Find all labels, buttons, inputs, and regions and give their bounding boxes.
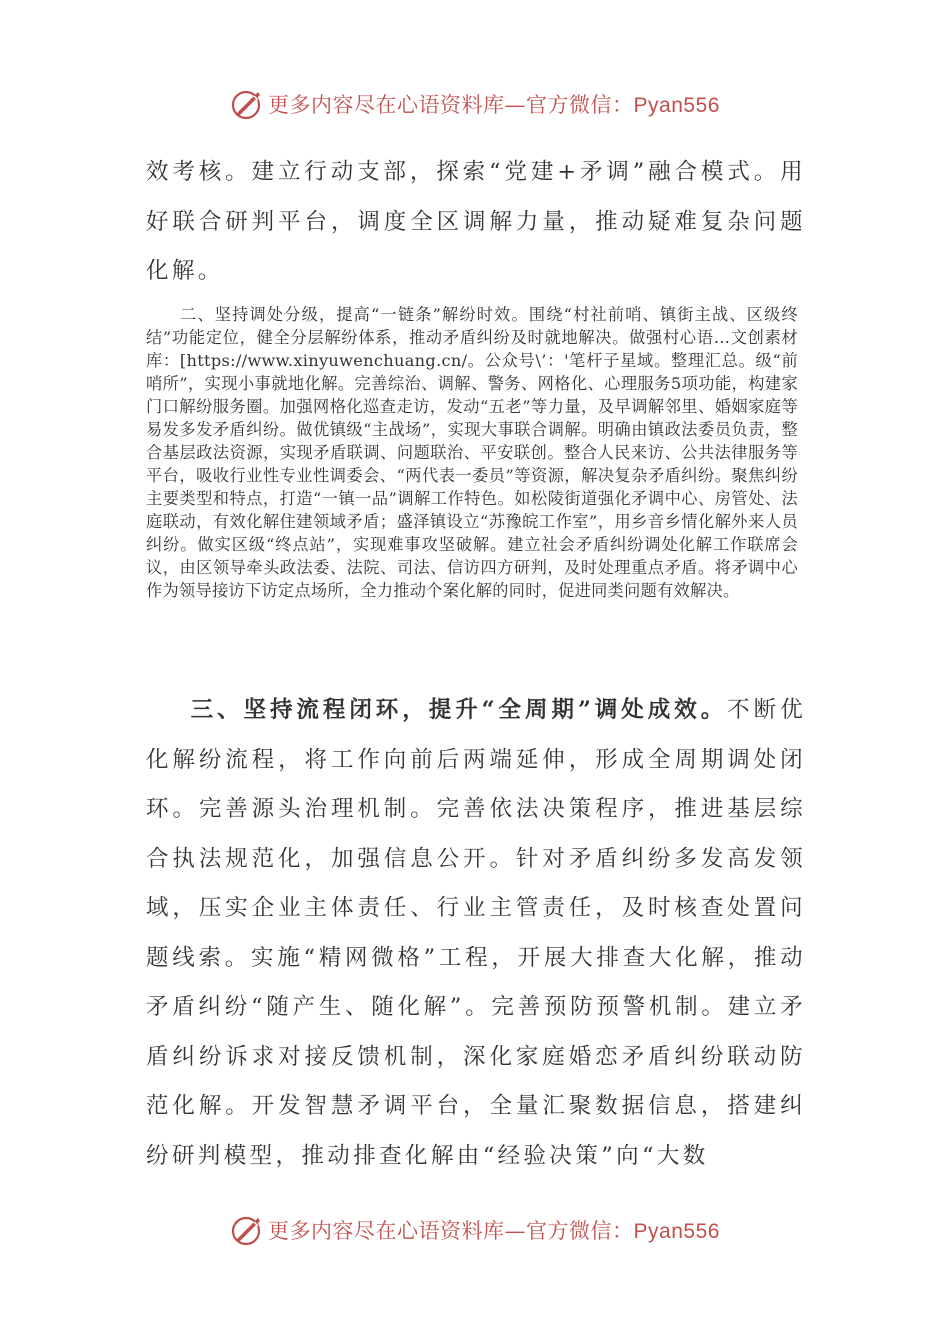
watermark-banner-top [0, 84, 950, 124]
paragraph-section-two: 二、坚持调处分级，提高“一链条”解纷时效。围绕“村社前哨、镇街主战、区级终结”功能定位，健全分层解纷体系，推动矛盾纠纷及时就地解决。做强村心语…文创素材库：[https://www.xinyuwenchuang.cn/。公众号\’：'笔杆子星域。整理汇总。级“前哨所”，实现小事就地化解。完善综治、调解、警务、网格化、心理服务5项功能，构建家门口解纷服务圈。加强网格化巡查走访，发动“五老”等力量，及早调解邻里、婚姻家庭等易发多发矛盾纠纷。做优镇级“主战场”，实现大事联合调解。明确由镇政法委员负责，整合基层政法资源，实现矛盾联调、问题联治、平安联创。整合人民来访、公共法律服务等平台，吸收行业性专业性调委会、“两代表一委员”等资源，解决复杂矛盾纠纷。聚焦纠纷主要类型和特点，打造“一镇一品”调解工作特色。如松陵街道强化矛调中心、房管处、法庭联动，有效化解住建领域矛盾；盛泽镇设立“苏豫皖工作室”，用乡音乡情化解外来人员纠纷。做实区级“终点站”，实现难事攻坚破解。建立社会矛盾纠纷调处化解工作联席会议，由区领导牵头政法委、法院、司法、信访四方研判，及时处理重点矛盾。将矛调中心作为领导接访下访定点场所，全力推动个案化解的同时，促进同类问题有效解决。 [146, 305, 798, 600]
section-three-heading: 三、坚持流程闭环，提升“全周期”调处成效。 [190, 697, 728, 723]
watermark-text: 更多内容尽在心语资料库—官方微信：Pyan556 [268, 1219, 720, 1243]
watermark-banner-bottom [0, 1210, 950, 1250]
pen-logo-icon [230, 87, 264, 121]
wechat-id: Pyan556 [633, 94, 720, 117]
paragraph-section-three [146, 686, 806, 1181]
pen-logo-icon [230, 1213, 264, 1247]
watermark-text: 更多内容尽在心语资料库—官方微信：Pyan556 [268, 93, 720, 117]
wechat-id: Pyan556 [633, 1220, 720, 1243]
section-three-body: 不断优化解纷流程，将工作向前后两端延伸，形成全周期调处闭环。完善源头治理机制。完善依法决策程序，推进基层综合执法规范化，加强信息公开。针对矛盾纠纷多发高发领域，压实企业主体责任、行业主管责任，及时核查处置问题线索。实施“精网微格”工程，开展大排查大化解，推动矛盾纠纷“随产生、随化解”。完善预防预警机制。建立矛盾纠纷诉求对接反馈机制，深化家庭婚恋矛盾纠纷联动防范化解。开发智慧矛调平台，全量汇聚数据信息，搭建纠纷研判模型，推动排查化解由“经验决策”向“大数 [146, 697, 806, 1169]
paragraph-continuation: 效考核。建立行动支部，探索“党建+矛调”融合模式。用好联合研判平台，调度全区调解力量，推动疑难复杂问题化解。 [146, 159, 806, 284]
